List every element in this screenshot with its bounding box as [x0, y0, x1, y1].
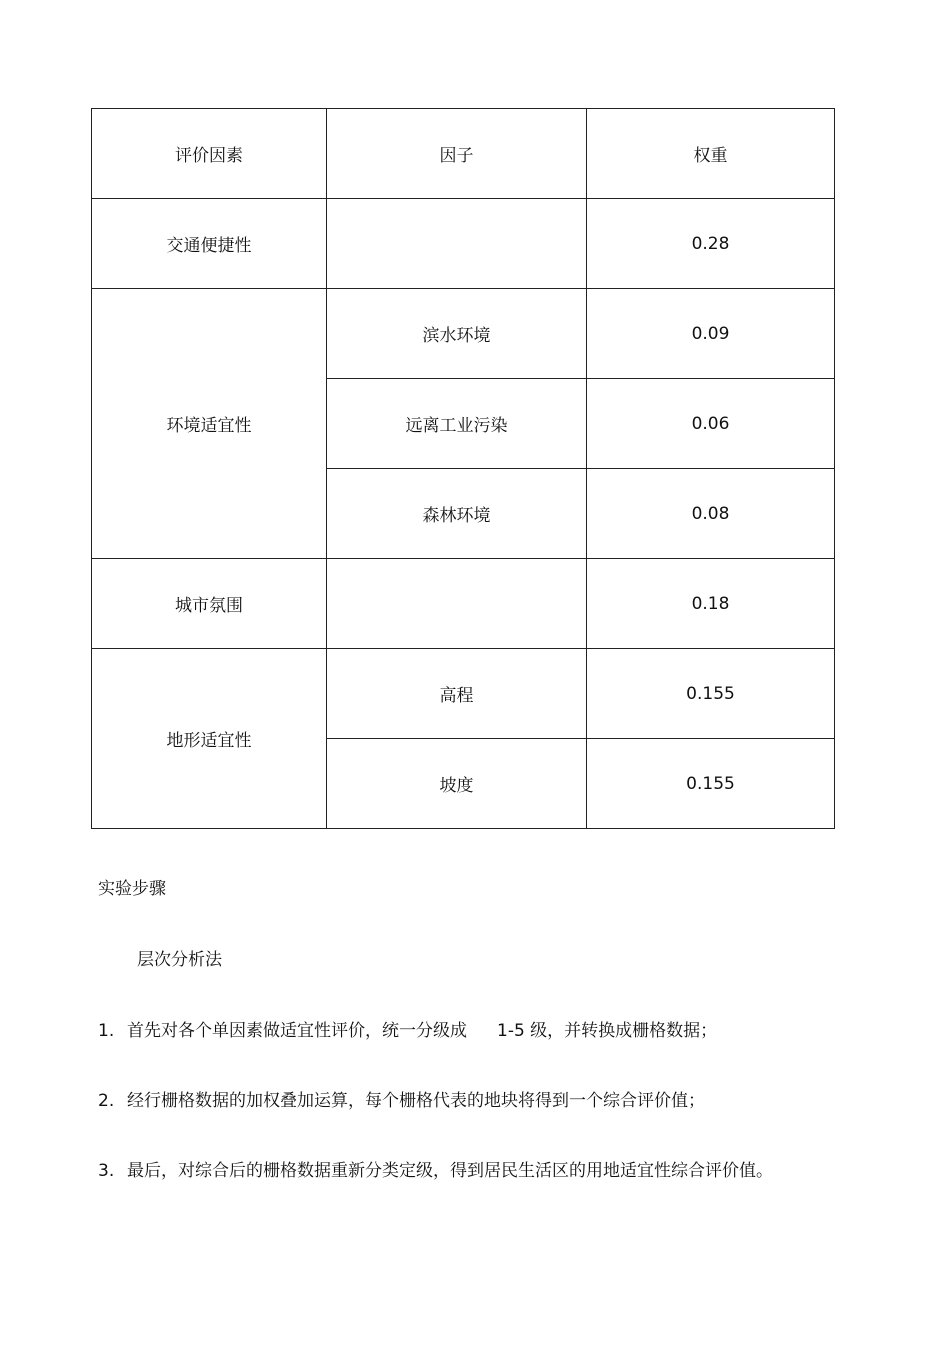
weight-cell: 0.18 — [587, 559, 835, 649]
factor-cell: 城市氛围 — [92, 559, 327, 649]
subfactor-cell — [327, 559, 587, 649]
subfactor-cell: 滨水环境 — [327, 289, 587, 379]
step-number: 2. — [98, 1091, 115, 1111]
weight-table — [91, 108, 835, 829]
step-text: 最后，对综合后的栅格数据重新分类定级，得到居民生活区的用地适宜性综合评价值。 — [127, 1161, 773, 1181]
weight-cell: 0.09 — [587, 289, 835, 379]
step-item — [98, 1156, 773, 1181]
table-row — [92, 559, 835, 649]
subfactor-cell: 远离工业污染 — [327, 379, 587, 469]
table-row — [92, 199, 835, 289]
step-item — [98, 1016, 717, 1041]
section-heading: 实验步骤 — [98, 879, 166, 899]
factor-cell: 环境适宜性 — [92, 289, 327, 559]
step-item — [98, 1086, 705, 1111]
header-subfactor: 因子 — [327, 109, 587, 199]
step-text: 经行栅格数据的加权叠加运算，每个栅格代表的地块将得到一个综合评价值； — [127, 1091, 705, 1111]
weight-cell: 0.155 — [587, 739, 835, 829]
step-text: 首先对各个单因素做适宜性评价，统一分级成 — [127, 1021, 467, 1041]
table-row — [92, 289, 835, 379]
weight-cell: 0.28 — [587, 199, 835, 289]
weight-cell: 0.08 — [587, 469, 835, 559]
step-text: 1-5 级，并转换成栅格数据； — [497, 1021, 718, 1041]
subfactor-cell: 坡度 — [327, 739, 587, 829]
header-weight: 权重 — [587, 109, 835, 199]
method-heading: 层次分析法 — [137, 950, 222, 970]
factor-cell: 地形适宜性 — [92, 649, 327, 829]
factor-cell: 交通便捷性 — [92, 199, 327, 289]
weight-cell: 0.155 — [587, 649, 835, 739]
step-number: 3. — [98, 1161, 115, 1181]
subfactor-cell: 高程 — [327, 649, 587, 739]
table-header-row — [92, 109, 835, 199]
weight-cell: 0.06 — [587, 379, 835, 469]
step-number: 1. — [98, 1021, 115, 1041]
subfactor-cell — [327, 199, 587, 289]
subfactor-cell: 森林环境 — [327, 469, 587, 559]
header-factor: 评价因素 — [92, 109, 327, 199]
table-row — [92, 649, 835, 739]
